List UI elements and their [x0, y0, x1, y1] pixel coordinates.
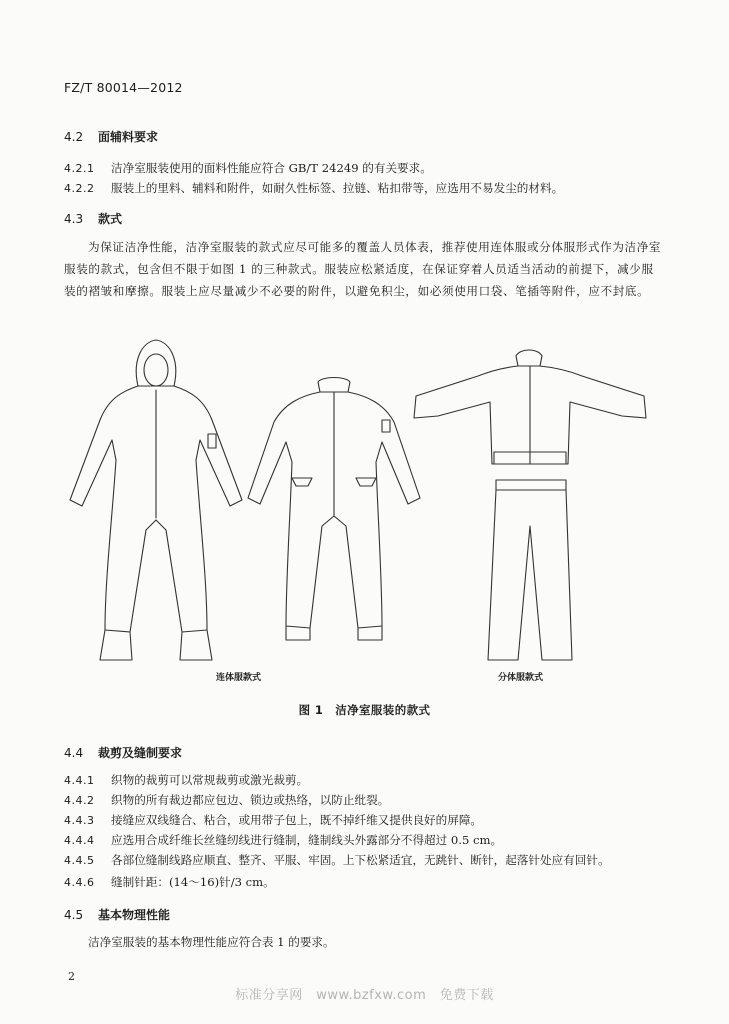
clause-text: 各部位缝制线路应顺直、整齐、平服、牢固。上下松紧适宜，无跳针、断针，起落针处应有回针。 — [111, 853, 610, 867]
clause-text: 洁净室服装使用的面料性能应符合 GB/T 24249 的有关要求。 — [111, 161, 432, 175]
clause-4-4-1 — [64, 772, 308, 788]
caption-coverall-styles: 连体服款式 — [216, 673, 262, 683]
clause-text: 织物的裁剪可以常规裁剪或激光裁剪。 — [111, 773, 309, 787]
section-title: 基本物理性能 — [98, 908, 171, 922]
jacket-drawing — [414, 350, 646, 464]
standard-code: FZ/T 80014—2012 — [64, 80, 183, 95]
figure-title: 图 1 洁净室服装的款式 — [298, 703, 431, 717]
section-title: 面辅料要求 — [98, 130, 159, 144]
section-heading-4-2 — [64, 128, 158, 145]
clause-text: 应选用合成纤维长丝缝纫线进行缝制，缝制线头外露部分不得超过 0.5 cm。 — [111, 833, 503, 847]
clause-number: 4.4.3 — [64, 814, 95, 827]
clause-number: 4.2.2 — [64, 182, 95, 195]
clause-text: 接缝应双线缝合、粘合，或用带子包上，既不掉纤维又提供良好的屏障。 — [111, 813, 483, 827]
clause-text: 织物的所有裁边都应包边、锁边或热络，以防止纰裂。 — [111, 793, 390, 807]
section-heading-4-3 — [64, 210, 122, 227]
clause-4-2-2 — [64, 180, 563, 196]
clause-text: 服装上的里料、辅料和附件，如耐久性标签、拉链、粘扣带等，应选用不易发尘的材料。 — [111, 181, 564, 195]
coverall-drawing — [248, 378, 420, 641]
clause-number: 4.2.1 — [64, 162, 95, 175]
clause-4-4-5 — [64, 852, 610, 868]
caption-two-piece-styles: 分体服款式 — [498, 673, 544, 683]
clause-4-4-4 — [64, 832, 502, 848]
section-title: 款式 — [98, 212, 123, 226]
section-number: 4.3 — [64, 212, 84, 226]
section-heading-4-4 — [64, 744, 182, 761]
watermark: 标准分享网 www.bzfxw.com 免费下载 — [235, 988, 494, 1003]
figure-garment-drawings — [60, 330, 660, 680]
clause-number: 4.4.2 — [64, 794, 95, 807]
clause-4-4-2 — [64, 792, 389, 808]
clause-number: 4.4.1 — [64, 774, 95, 787]
clause-number: 4.4.5 — [64, 854, 95, 867]
section-number: 4.2 — [64, 130, 84, 144]
clause-4-4-6 — [64, 874, 275, 890]
section-title: 裁剪及缝制要求 — [98, 746, 183, 760]
clause-number: 4.4.4 — [64, 834, 95, 847]
clause-4-2-1 — [64, 160, 432, 176]
physical-performance-paragraph: 洁净室服装的基本物理性能应符合表 1 的要求。 — [88, 935, 335, 949]
section-number: 4.5 — [64, 908, 84, 922]
page-number: 2 — [68, 970, 75, 983]
clause-text: 缝制针距：(14～16)针/3 cm。 — [111, 875, 275, 889]
section-number: 4.4 — [64, 746, 84, 760]
style-paragraph: 为保证洁净性能，洁净室服装的款式应尽可能多的覆盖人员体表，推荐使用连体服或分体服形式作为洁净室服装的款式，包含但不限于如图 1 的三种款式。服装应松紧适度，在保证穿着人员适当活动的前提下，减少服装的褶皱和摩擦。服装上应尽量减少不必要的附件，以避免积尘，如必须使用口袋、笔插等附件，应不封底。 — [64, 240, 662, 298]
clause-4-4-3 — [64, 812, 482, 828]
hooded-coverall-drawing — [70, 340, 242, 660]
trousers-drawing — [488, 480, 572, 660]
section-heading-4-5 — [64, 906, 170, 923]
clause-number: 4.4.6 — [64, 876, 95, 889]
